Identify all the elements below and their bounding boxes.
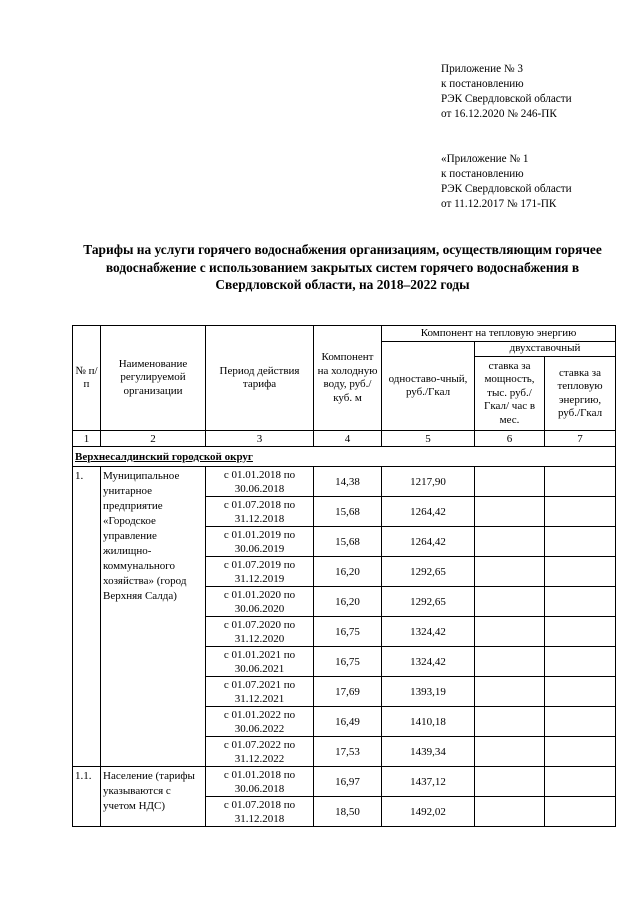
energy-cell — [545, 557, 616, 587]
capacity-cell — [475, 557, 545, 587]
capacity-cell — [475, 707, 545, 737]
cold-cell: 16,20 — [314, 587, 382, 617]
period-cell: с 01.07.2022 по 31.12.2022 — [206, 737, 314, 767]
header-period: Период действия тарифа — [206, 326, 314, 431]
col-number: 1 — [73, 431, 101, 447]
header-capacity-rate: ставка за мощность, тыс. руб./Гкал/ час в мес. — [475, 357, 545, 431]
energy-cell — [545, 647, 616, 677]
single-rate-cell: 1393,19 — [382, 677, 475, 707]
period-cell: с 01.01.2018 по 30.06.2018 — [206, 767, 314, 797]
energy-cell — [545, 767, 616, 797]
energy-cell — [545, 527, 616, 557]
appendix-line: РЭК Свердловской области — [441, 93, 572, 105]
capacity-cell — [475, 737, 545, 767]
document-title: Тарифы на услуги горячего водоснабжения организациям, осуществляющим горячее водоснабжение с использованием закрытых систем горячего водоснабжения в Свердловской области, на 2018–2022 годы — [83, 242, 602, 292]
cold-cell: 15,68 — [314, 497, 382, 527]
tariff-table — [72, 325, 616, 827]
cold-cell: 16,49 — [314, 707, 382, 737]
section-heading: Верхнесалдинский городской округ — [73, 447, 616, 467]
capacity-cell — [475, 527, 545, 557]
energy-cell — [545, 797, 616, 827]
org-name: Муниципальное унитарное предприятие «Городское управление жилищно-коммунального хозяйства» (город Верхняя Салда) — [101, 467, 206, 767]
col-number: 2 — [101, 431, 206, 447]
single-rate-cell: 1439,34 — [382, 737, 475, 767]
capacity-cell — [475, 677, 545, 707]
capacity-cell — [475, 587, 545, 617]
cold-cell: 15,68 — [314, 527, 382, 557]
energy-cell — [545, 677, 616, 707]
capacity-cell — [475, 497, 545, 527]
single-rate-cell: 1292,65 — [382, 557, 475, 587]
header-num: № п/п — [73, 326, 101, 431]
capacity-cell — [475, 797, 545, 827]
period-cell: с 01.07.2018 по 31.12.2018 — [206, 497, 314, 527]
org-name: Население (тарифы указываются с учетом НДС) — [101, 767, 206, 827]
energy-cell — [545, 617, 616, 647]
header-thermal-component: Компонент на тепловую энергию — [382, 326, 616, 342]
capacity-cell — [475, 467, 545, 497]
appendix-1-reference — [441, 152, 572, 212]
period-cell: с 01.01.2020 по 30.06.2020 — [206, 587, 314, 617]
cold-cell: 17,53 — [314, 737, 382, 767]
header-two-rate: двухставочный — [475, 342, 616, 357]
single-rate-cell: 1264,42 — [382, 527, 475, 557]
single-rate-cell: 1324,42 — [382, 617, 475, 647]
period-cell: с 01.01.2018 по 30.06.2018 — [206, 467, 314, 497]
period-cell: с 01.01.2022 по 30.06.2022 — [206, 707, 314, 737]
single-rate-cell: 1324,42 — [382, 647, 475, 677]
header-energy-rate: ставка за тепловую энергию, руб./Гкал — [545, 357, 616, 431]
col-number: 6 — [475, 431, 545, 447]
energy-cell — [545, 497, 616, 527]
period-cell: с 01.07.2018 по 31.12.2018 — [206, 797, 314, 827]
cold-cell: 16,20 — [314, 557, 382, 587]
table-row — [73, 767, 616, 797]
capacity-cell — [475, 647, 545, 677]
energy-cell — [545, 467, 616, 497]
capacity-cell — [475, 767, 545, 797]
period-cell: с 01.07.2021 по 31.12.2021 — [206, 677, 314, 707]
single-rate-cell: 1264,42 — [382, 497, 475, 527]
cold-cell: 17,69 — [314, 677, 382, 707]
col-number: 7 — [545, 431, 616, 447]
appendix-line: Приложение № 3 — [441, 63, 523, 75]
period-cell: с 01.01.2019 по 30.06.2019 — [206, 527, 314, 557]
header-single-rate: одноставо-чный, руб./Гкал — [382, 342, 475, 431]
period-cell: с 01.01.2021 по 30.06.2021 — [206, 647, 314, 677]
single-rate-cell: 1492,02 — [382, 797, 475, 827]
appendix-line: «Приложение № 1 — [441, 153, 529, 165]
capacity-cell — [475, 617, 545, 647]
cold-cell: 16,75 — [314, 647, 382, 677]
period-cell: с 01.07.2020 по 31.12.2020 — [206, 617, 314, 647]
period-cell: с 01.07.2019 по 31.12.2019 — [206, 557, 314, 587]
col-number: 3 — [206, 431, 314, 447]
single-rate-cell: 1217,90 — [382, 467, 475, 497]
table-row — [73, 467, 616, 497]
energy-cell — [545, 587, 616, 617]
appendix-line: к постановлению — [441, 78, 524, 90]
appendix-line: РЭК Свердловской области — [441, 183, 572, 195]
single-rate-cell: 1437,12 — [382, 767, 475, 797]
appendix-line: к постановлению — [441, 168, 524, 180]
row-num: 1.1. — [73, 767, 101, 827]
single-rate-cell: 1410,18 — [382, 707, 475, 737]
appendix-3-reference — [441, 62, 572, 122]
cold-cell: 16,75 — [314, 617, 382, 647]
col-number: 4 — [314, 431, 382, 447]
appendix-line: от 11.12.2017 № 171-ПК — [441, 198, 557, 210]
cold-cell: 16,97 — [314, 767, 382, 797]
row-num: 1. — [73, 467, 101, 767]
single-rate-cell: 1292,65 — [382, 587, 475, 617]
header-cold-water: Компонент на холодную воду, руб./куб. м — [314, 326, 382, 431]
cold-cell: 14,38 — [314, 467, 382, 497]
header-org: Наименование регулируемой организации — [101, 326, 206, 431]
appendix-line: от 16.12.2020 № 246-ПК — [441, 108, 557, 120]
col-number: 5 — [382, 431, 475, 447]
energy-cell — [545, 737, 616, 767]
cold-cell: 18,50 — [314, 797, 382, 827]
energy-cell — [545, 707, 616, 737]
